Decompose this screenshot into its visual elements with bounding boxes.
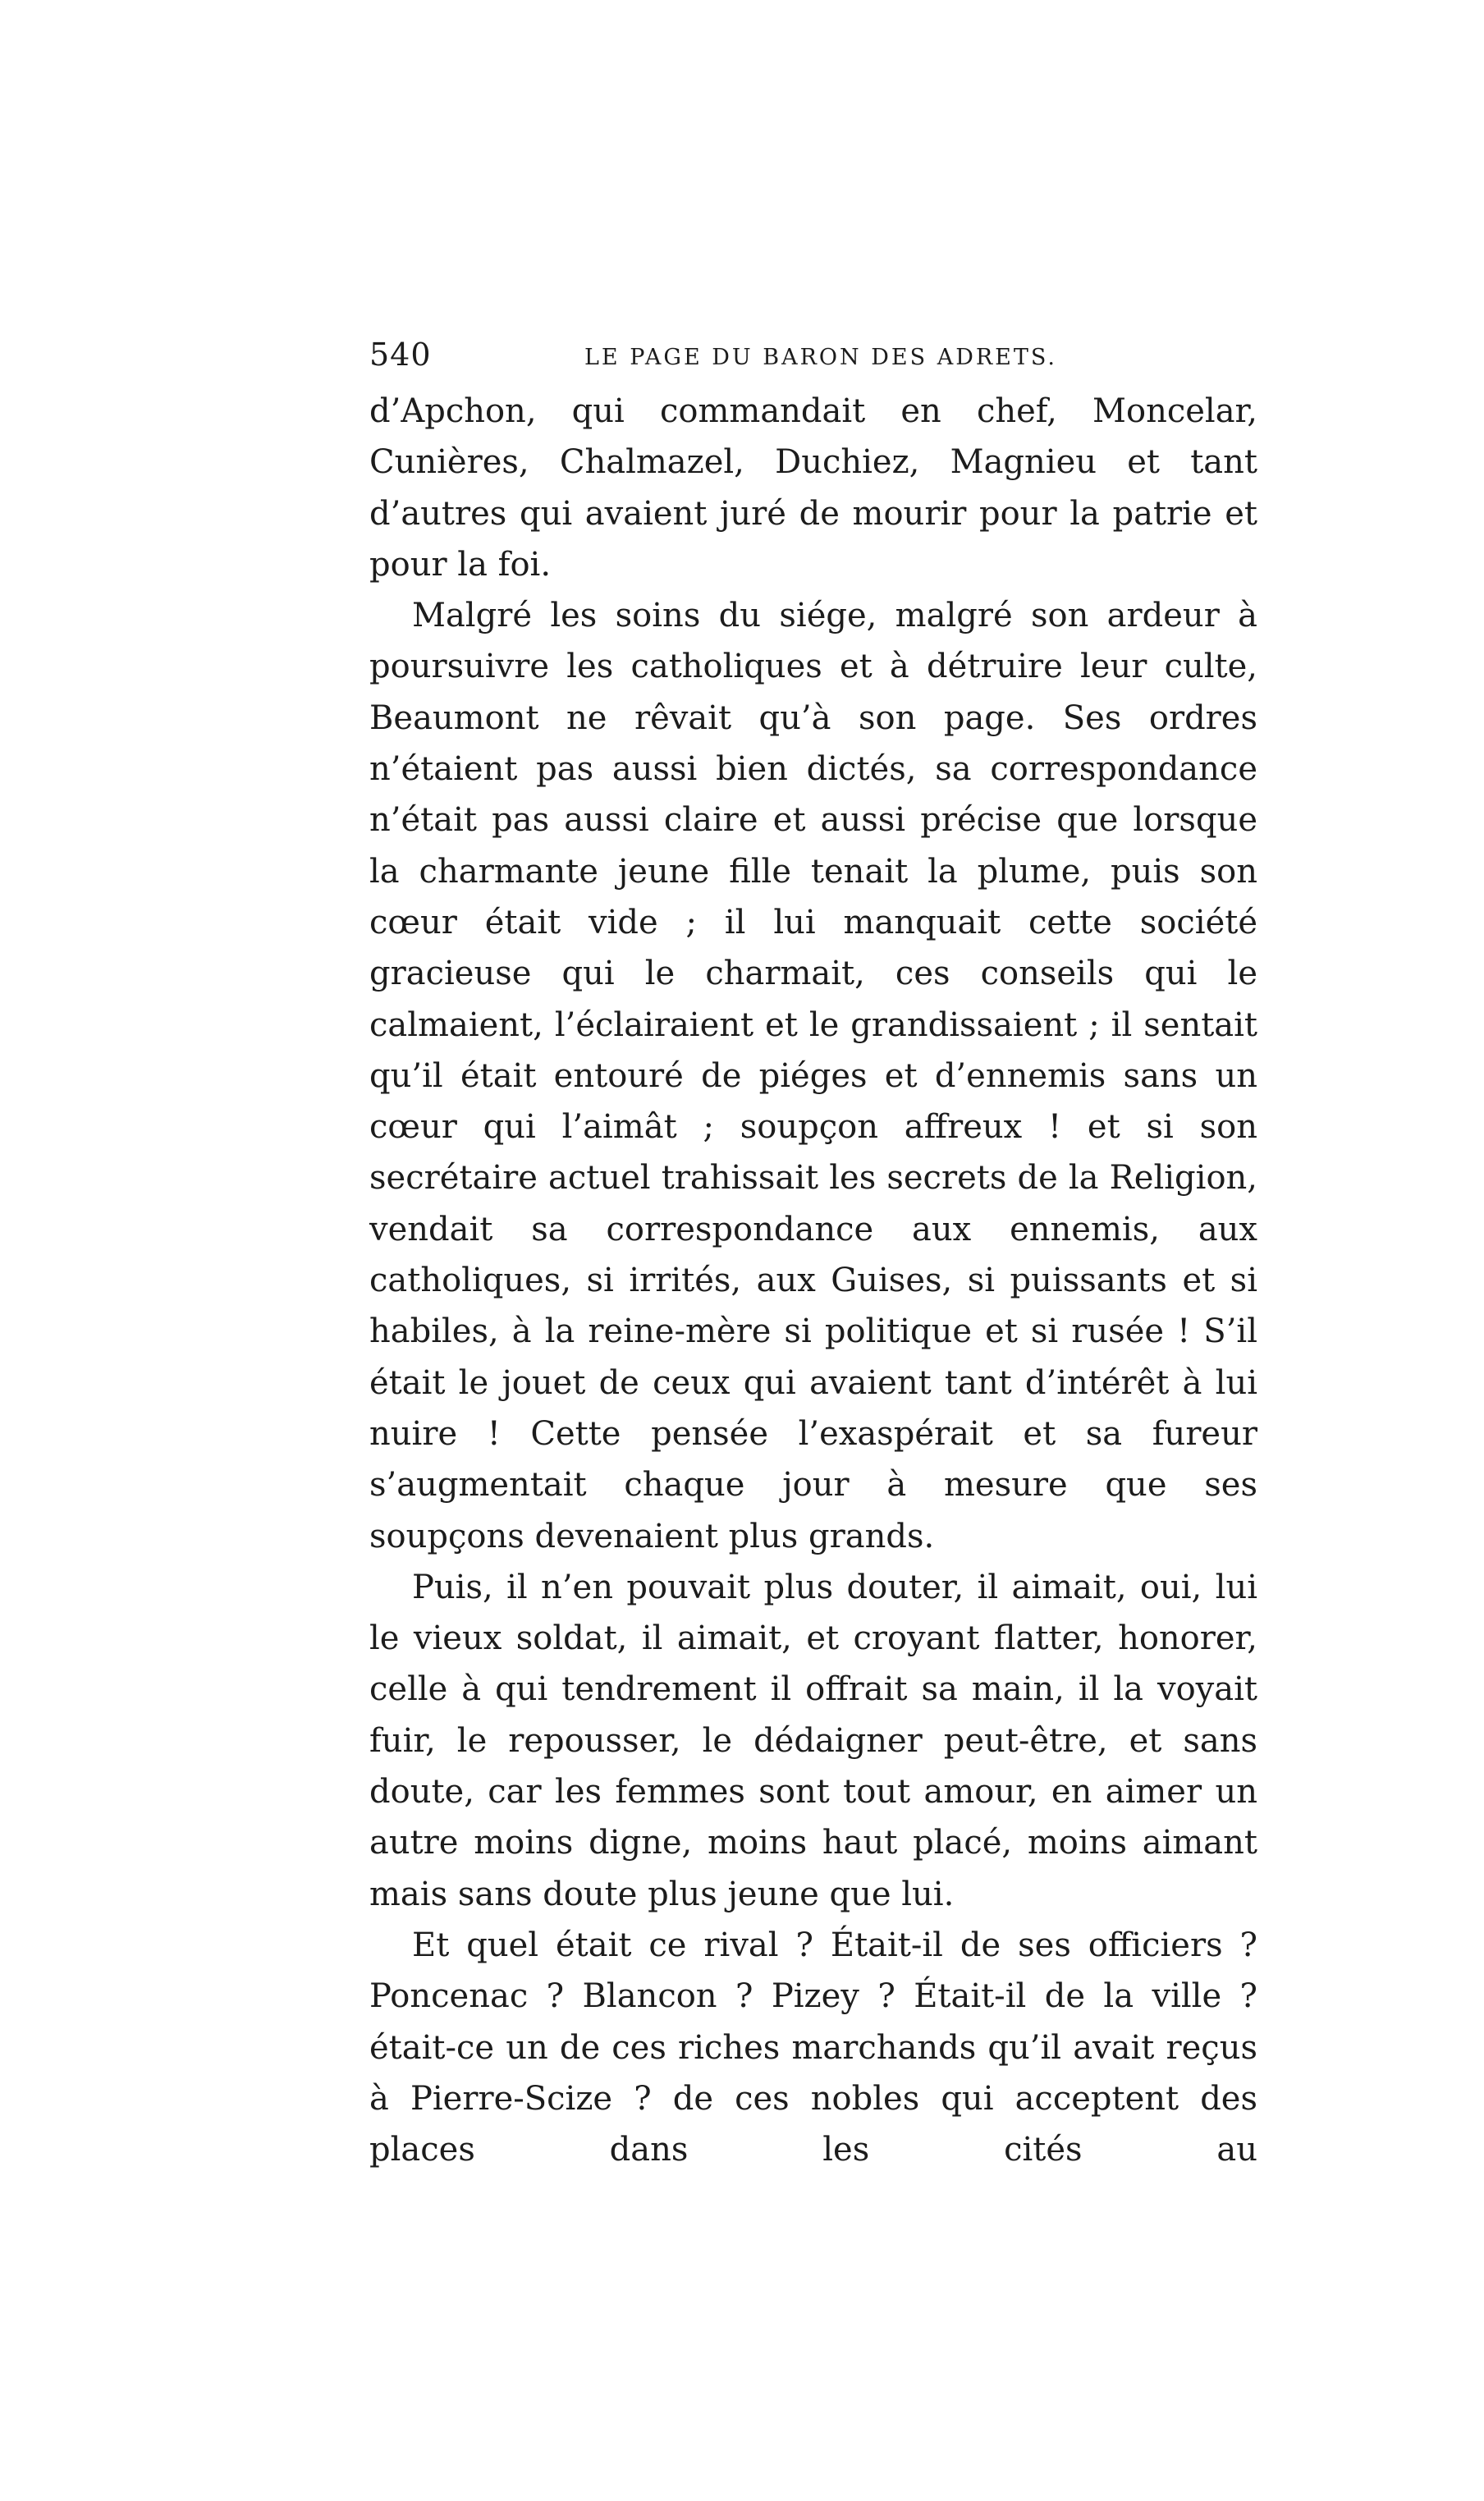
body-text bbox=[369, 386, 1257, 2175]
paragraph-4: Et quel était ce rival ? Était-il de ses officiers ? Poncenac ? Blancon ? Pizey ? Était-il de la ville ? était-ce un de ces riches marchands qu’il avait reçus à Pierre-Scize ? de ces nobles qui acceptent des places dans les cités au bbox=[369, 1926, 1257, 2169]
paragraph-3: Puis, il n’en pouvait plus douter, il aimait, oui, lui le vieux soldat, il aimait, et croyant flatter, honorer, celle à qui tendrement il offrait sa main, il la voyait fuir, le repousser, le dédaigner peut-être, et sans doute, car les femmes sont tout amour, en aimer un autre moins digne, moins haut placé, moins aimant mais sans doute plus jeune que lui. bbox=[369, 1568, 1257, 1913]
page-number: 540 bbox=[369, 337, 432, 373]
paragraph-2: Malgré les soins du siége, malgré son ardeur à poursuivre les catholiques et à détruire leur culte, Beaumont ne rêvait qu’à son page. Ses ordres n’étaient pas aussi bien dictés, sa correspondance n’était pas aussi claire et aussi précise que lorsque la charmante jeune fille tenait la plume, puis son cœur était vide ; il lui manquait cette société gracieuse qui le charmait, ces conseils qui le calmaient, l’éclairaient et le grandissaient ; il sentait qu’il était entouré de piéges et d’ennemis sans un cœur qui l’aimât ; soupçon affreux ! et si son secrétaire actuel trahissait les secrets de la Religion, vendait sa correspondance aux ennemis, aux catholiques, si irrités, aux Guises, si puissants et si habiles, à la reine-mère si politique et si rusée ! S’il était le jouet de ceux qui avaient tant d’intérêt à lui nuire ! Cette pensée l’exaspérait et sa fureur s’augmentait chaque jour à mesure que ses soupçons devenaient plus grands. bbox=[369, 597, 1257, 1555]
running-title: LE PAGE DU BARON DES ADRETS. bbox=[584, 345, 1058, 370]
paragraph-1: d’Apchon, qui commandait en chef, Moncelar, Cunières, Chalmazel, Duchiez, Magnieu et tant d’autres qui avaient juré de mourir pour la patrie et pour la foi. bbox=[369, 392, 1257, 584]
running-header bbox=[369, 330, 1257, 379]
